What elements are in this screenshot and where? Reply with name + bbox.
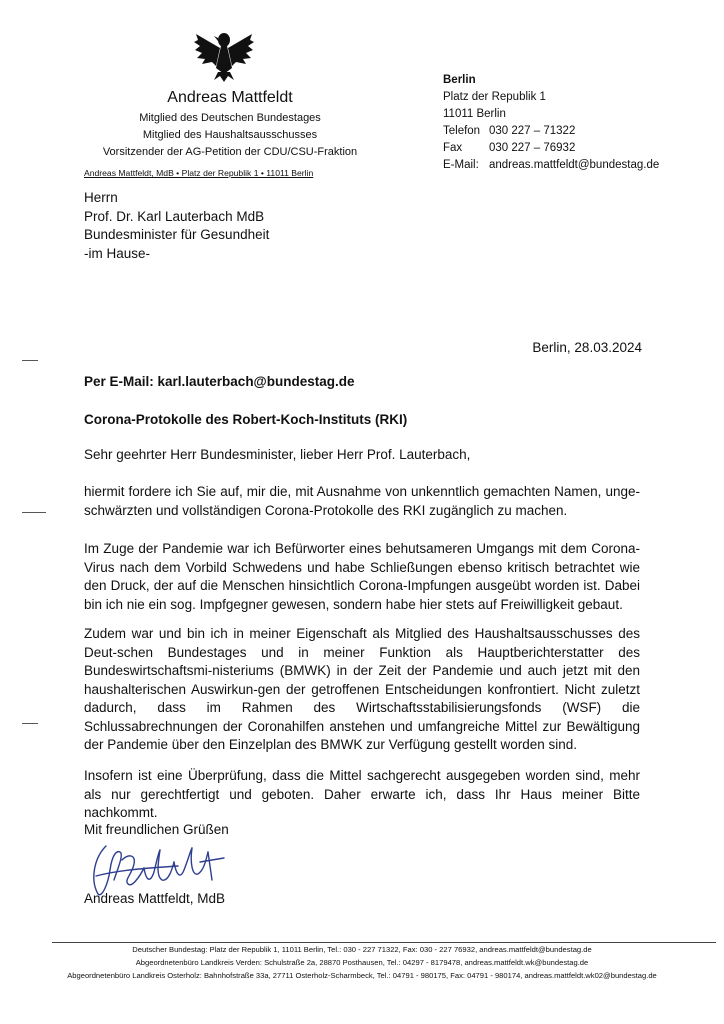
office-city: Berlin [443,74,476,86]
phone-label: Telefon [443,125,481,137]
body-paragraph-3: Zudem war und bin ich in meiner Eigenschaft als Mitglied des Haushaltsausschusses des Deut-schen Bundestages und in meiner Funktion als Hauptberichterstatter des Bundeswirtschaftsmi-nisteriums (BMWK) in der Zeit der Pandemie und auch jetzt mit den haushalterischen Auswirkun-gen der getroffenen Entscheidungen konfrontiert. Nicht zuletzt dadurch, dass im Rahmen des Wirtschaftsstabilisierungsfonds (WSF) die Schlussabrechnungen der Coronahilfen anstehen und umfangreiche Mittel zur Bewältigung der Pandemie über den Einzelplan des BMWK zur Verfügung gestellt worden sind. [84,626,640,752]
footer-line-1: Deutscher Bundestag: Platz der Republik 1, 11011 Berlin, Tel.: 030 - 227 71322, Fax: 030 - 227 76932, andreas.mattfeldt@bundestag.de [132,945,592,954]
sender-role-2: Mitglied des Haushaltsausschusses [142,129,318,141]
recipient-line-1: Herrn [84,190,118,205]
sender-name: Andreas Mattfeldt [167,89,293,106]
salutation: Sehr geehrter Herr Bundesminister, lieber Herr Prof. Lauterbach, [84,447,471,462]
recipient-line-4: -im Hause- [84,245,151,261]
email-line: Per E-Mail: karl.lauterbach@bundestag.de [84,374,355,389]
closing: Mit freundlichen Grüßen [84,822,229,837]
office-address [443,72,659,174]
recipient-line-2: Prof. Dr. Karl Lauterbach MdB [84,208,265,224]
letter-date: Berlin, 28.03.2024 [532,340,642,355]
office-zip-city: 11011 Berlin [443,108,506,120]
fold-mark-bottom [22,723,38,724]
office-email[interactable]: andreas.mattfeldt@bundestag.de [489,159,660,171]
return-address: Andreas Mattfeldt, MdB • Platz der Republik 1 • 11011 Berlin [84,168,314,178]
recipient-line-3: Bundesminister für Gesundheit [84,227,270,242]
office-phone-row [443,123,659,140]
body-paragraph-2: Im Zuge der Pandemie war ich Befürworter eines behutsameren Umgangs mit dem Corona-Virus nach dem Vorbild Schwedens und habe Schließungen ebenso kritisch betrachtet wie den Druck, der auf die Menschen hinsichtlich Corona-Impfungen ausgeübt worden ist. Dabei bin ich nie ein sog. Impfgegner gewesen, sondern habe hier stets auf Freiwilligkeit gebaut. [84,541,640,612]
office-email-row [443,157,659,174]
office-street: Platz der Republik 1 [443,91,546,103]
fax-number: 030 227 – 76932 [489,142,576,154]
recipient-block [84,189,269,263]
body-paragraph-4: Insofern ist eine Überprüfung, dass die Mittel sachgerecht ausgegeben worden sind, mehr als nur gerechtfertigt und geboten. Daher erwarte ich, dass Ihr Haus meiner Bitte nachkommt. [84,768,640,820]
footer-divider [52,942,716,943]
fold-mark-top [22,360,38,361]
sender-role-3: Vorsitzender der AG-Petition der CDU/CSU-Fraktion [102,146,358,158]
fax-label: Fax [443,142,463,154]
letter-subject: Corona-Protokolle des Robert-Koch-Instituts (RKI) [84,412,408,427]
body-paragraph-1: hiermit fordere ich Sie auf, mir die, mit Ausnahme von unkenntlich gemachten Namen, unge-schwärzten und vollständigen Corona-Protokolle des RKI zugänglich zu machen. [84,484,640,518]
handwritten-signature [88,840,233,898]
office-fax-row [443,140,659,157]
signer-name: Andreas Mattfeldt, MdB [84,891,226,906]
email-label: E-Mail: [443,159,479,171]
sender-role-1: Mitglied des Deutschen Bundestages [139,112,321,124]
federal-eagle-icon [192,28,256,84]
phone-number: 030 227 – 71322 [489,125,576,137]
punch-mark [22,512,46,513]
sender-block [80,88,380,161]
footer-line-2: Abgeordnetenbüro Landkreis Verden: Schulstraße 2a, 28870 Posthausen, Tel.: 04297 - 8179478, andreas.mattfeldt.wk@bundestag.de [135,958,589,967]
footer-line-3: Abgeordnetenbüro Landkreis Osterholz: Bahnhofstraße 33a, 27711 Osterholz-Scharmbeck, Tel.: 04791 - 980175, Fax: 04791 - 980174, andreas.mattfeldt.wk02@bundestag.de [67,971,657,980]
